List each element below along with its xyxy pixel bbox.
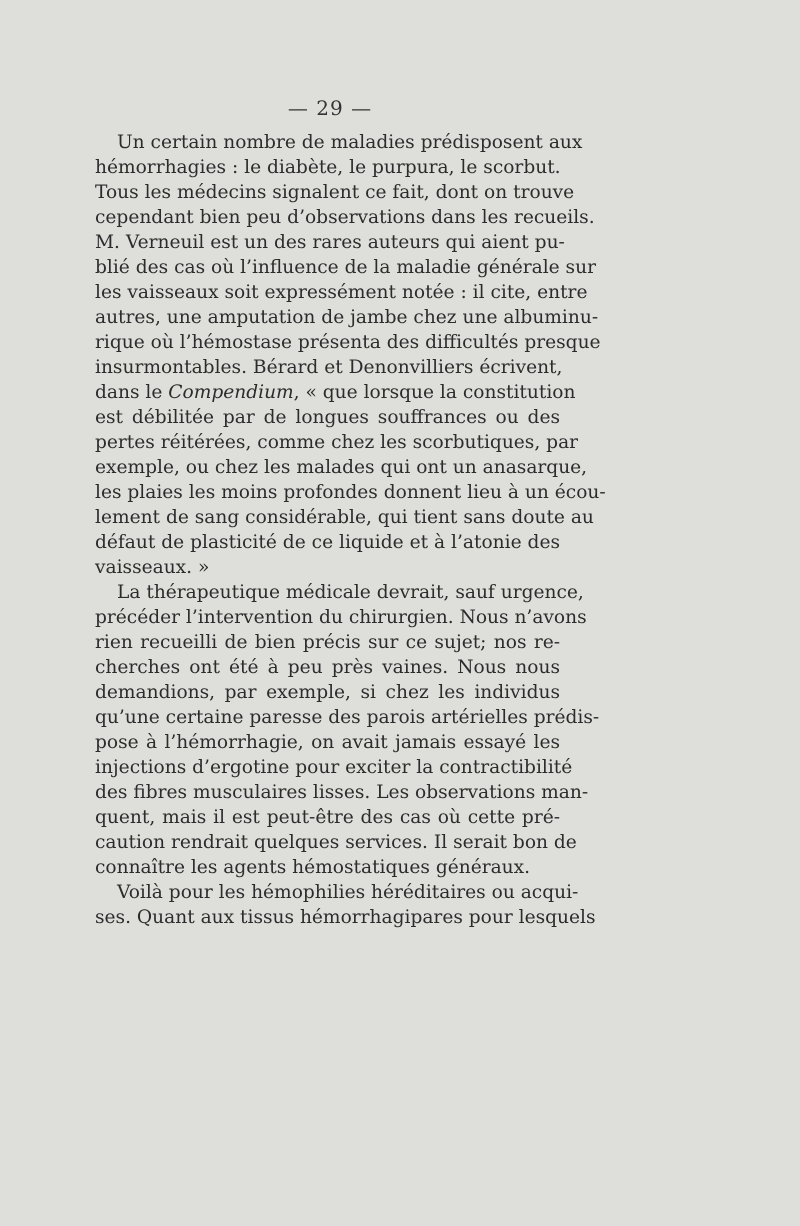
text-line: insurmontables. Bérard et Denonvilliers écrivent,	[95, 357, 563, 378]
text-line: Un certain nombre de maladies prédisposent aux	[117, 132, 583, 153]
body-text	[95, 130, 606, 930]
text-line: Voilà pour les hémophilies héréditaires ou acqui-	[117, 882, 579, 903]
text-segment: dans le	[95, 382, 169, 403]
text-line: défaut de plasticité de ce liquide et à l’atonie des	[95, 532, 560, 553]
text-line: M. Verneuil est un des rares auteurs qui aient pu-	[95, 232, 565, 253]
text-line: rien recueilli de bien précis sur ce sujet; nos re-	[95, 632, 560, 653]
text-line: La thérapeutique médicale devrait, sauf urgence,	[117, 582, 584, 603]
text-line: connaître les agents hémostatiques généraux.	[95, 857, 531, 878]
text-line: vaisseaux. »	[95, 557, 210, 578]
text-line: des fibres musculaires lisses. Les observations man-	[95, 782, 589, 803]
italic-title: Compendium	[168, 382, 294, 403]
text-line: exemple, ou chez les malades qui ont un anasarque,	[95, 457, 588, 478]
text-line: lement de sang considérable, qui tient sans doute au	[95, 507, 594, 528]
page-number: — 29 —	[287, 96, 373, 120]
text-line: cependant bien peu d’observations dans les recueils.	[95, 207, 595, 228]
text-line: précéder l’intervention du chirurgien. Nous n’avons	[95, 607, 587, 628]
text-line: pose à l’hémorrhagie, on avait jamais essayé les	[95, 732, 560, 753]
text-line: qu’une certaine paresse des parois artérielles prédis-	[95, 707, 600, 728]
text-line: autres, une amputation de jambe chez une albuminu-	[95, 307, 599, 328]
text-line: Tous les médecins signalent ce fait, dont on trouve	[95, 182, 575, 203]
text-segment: , « que lorsque la constitution	[293, 382, 576, 403]
text-line: pertes réitérées, comme chez les scorbutiques, par	[95, 432, 579, 453]
text-line: les plaies les moins profondes donnent lieu à un écou-	[95, 482, 606, 503]
text-line: est débilitée par de longues souffrances ou des	[95, 407, 560, 428]
text-line: rique où l’hémostase présenta des difficultés presque	[95, 332, 601, 353]
text-line: les vaisseaux soit expressément notée : il cite, entre	[95, 282, 588, 303]
text-line: hémorrhagies : le diabète, le purpura, le scorbut.	[95, 157, 561, 178]
text-line: ses. Quant aux tissus hémorrhagipares pour lesquels	[95, 907, 596, 928]
text-line: quent, mais il est peut-être des cas où cette pré-	[95, 807, 560, 828]
text-line: blié des cas où l’influence de la maladie générale sur	[95, 257, 596, 278]
text-line: injections d’ergotine pour exciter la contractibilité	[95, 757, 573, 778]
text-line: demandions, par exemple, si chez les individus	[95, 682, 560, 703]
text-line: cherches ont été à peu près vaines. Nous nous	[95, 657, 560, 678]
text-line: caution rendrait quelques services. Il serait bon de	[95, 832, 577, 853]
text-line	[95, 380, 576, 405]
